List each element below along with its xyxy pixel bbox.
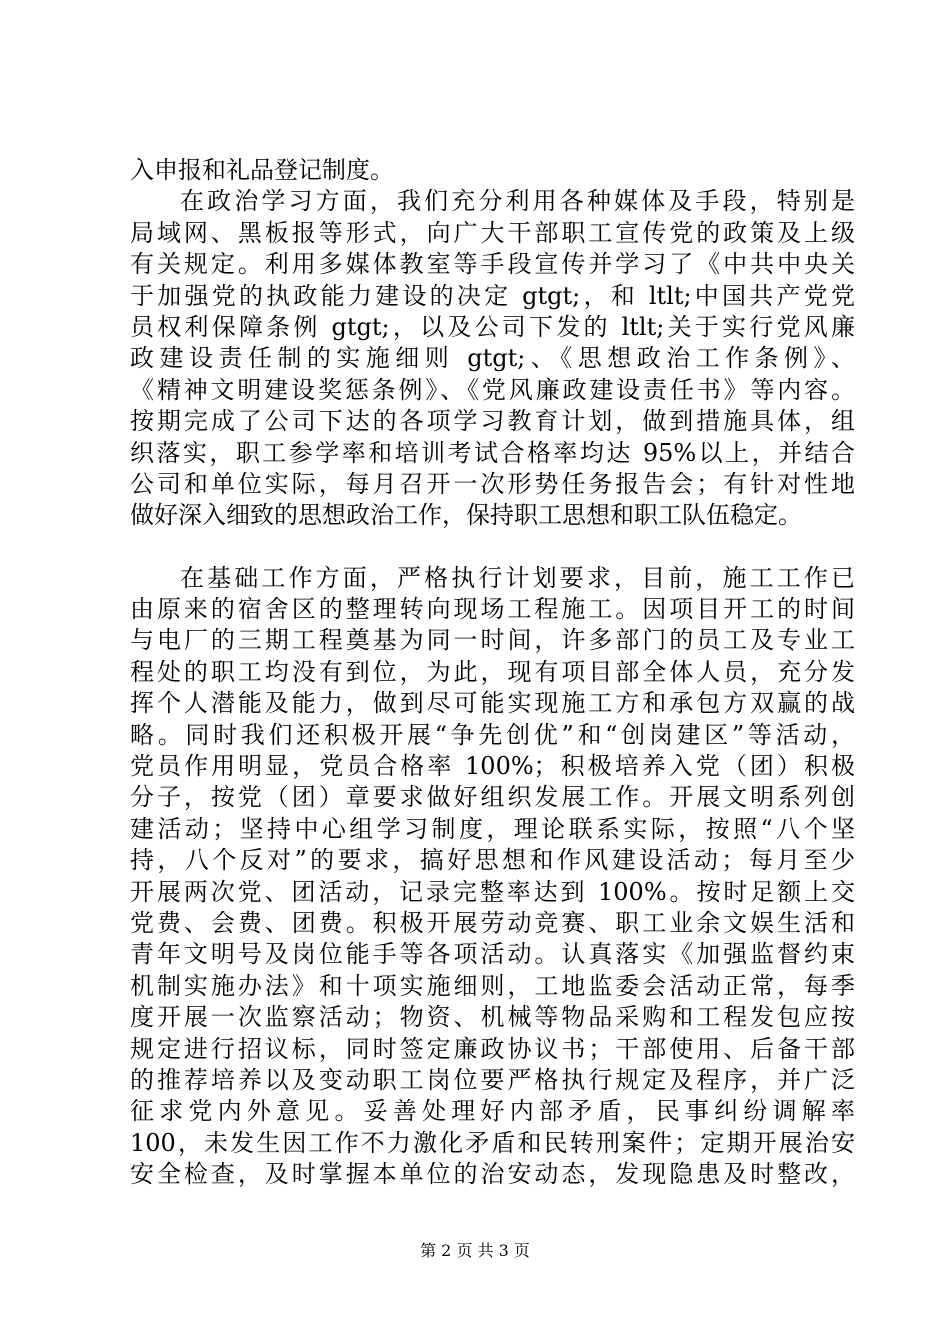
paragraph-2-line-5: 员权利保障条例 gtgt;，以及公司下发的 ltlt;关于实行党风廉 [130,312,855,341]
paragraph-2-line-4: 于加强党的执政能力建设的决定 gtgt;，和 ltlt;中国共产党党 [130,281,855,310]
paragraph-2-line-3: 有关规定。利用多媒体教室等手段宣传并学习了《中共中央关 [130,250,855,279]
paragraph-2-line-7: 《精神文明建设奖惩条例》、《党风廉政建设责任书》等内容。 [130,375,855,404]
paragraph-3-line-4: 程处的职工均没有到位，为此，现有项目部全体人员，充分发 [130,657,855,686]
paragraph-2-line-10: 公司和单位实际，每月召开一次形势任务报告会；有针对性地 [130,469,855,498]
paragraph-3-line-7: 党员作用明显，党员合格率 100%；积极培养入党（团）积极 [130,752,855,781]
paragraph-3-line-11: 开展两次党、团活动，记录完整率达到 100%。按时足额上交 [130,877,855,906]
paragraph-2-line-2: 局域网、黑板报等形式，向广大干部职工宣传党的政策及上级 [130,218,855,247]
paragraph-3-line-14: 机制实施办法》和十项实施细则，工地监委会活动正常，每季 [130,971,855,1000]
paragraph-gap [130,532,855,563]
paragraph-2-line-8: 按期完成了公司下达的各项学习教育计划，做到措施具体，组 [130,407,855,436]
paragraph-3-line-12: 党费、会费、团费。积极开展劳动竞赛、职工业余文娱生活和 [130,908,855,937]
paragraph-3-line-10: 持，八个反对”的要求，搞好思想和作风建设活动；每月至少 [130,846,855,875]
document-body [130,155,855,1191]
paragraph-3-line-8: 分子，按党（团）章要求做好组织发展工作。开展文明系列创 [130,783,855,812]
paragraph-3-line-19: 100，未发生因工作不力激化矛盾和民转刑案件；定期开展治安 [130,1128,855,1157]
paragraph-3-line-1: 在基础工作方面，严格执行计划要求，目前，施工工作已 [180,563,855,592]
paragraph-2-line-1: 在政治学习方面，我们充分利用各种媒体及手段，特别是 [180,187,855,216]
paragraph-3-line-13: 青年文明号及岗位能手等各项活动。认真落实《加强监督约束 [130,940,855,969]
paragraph-3-line-18: 征求党内外意见。妥善处理好内部矛盾，民事纠纷调解率 [130,1097,855,1126]
paragraph-3-line-9: 建活动；坚持中心组学习制度，理论联系实际，按照“八个坚 [130,814,855,843]
paragraph-2-line-9: 织落实，职工参学率和培训考试合格率均达 95%以上，并结合 [130,438,855,467]
paragraph-1-line-1: 入申报和礼品登记制度。 [130,156,394,184]
page-number-footer: 第 2 页 共 3 页 [420,1241,530,1260]
paragraph-3-line-20: 安全检查，及时掌握本单位的治安动态，发现隐患及时整改， [130,1160,855,1189]
paragraph-3-line-3: 与电厂的三期工程奠基为同一时间，许多部门的员工及专业工 [130,626,855,655]
paragraph-3-line-5: 挥个人潜能及能力，做到尽可能实现施工方和承包方双赢的战 [130,689,855,718]
paragraph-3-line-15: 度开展一次监察活动；物资、机械等物品采购和工程发包应按 [130,1003,855,1032]
paragraph-3-line-6: 略。同时我们还积极开展“争先创优”和“创岗建区”等活动， [130,720,855,749]
paragraph-3-line-16: 规定进行招议标，同时签定廉政协议书；干部使用、后备干部 [130,1034,855,1063]
paragraph-2-line-6: 政建设责任制的实施细则 gtgt;、《思想政治工作条例》、 [130,344,855,373]
paragraph-3-line-2: 由原来的宿舍区的整理转向现场工程施工。因项目开工的时间 [130,595,855,624]
paragraph-2-line-11: 做好深入细致的思想政治工作，保持职工思想和职工队伍稳定。 [130,501,802,530]
paragraph-3-line-17: 的推荐培养以及变动职工岗位要严格执行规定及程序，并广泛 [130,1065,855,1094]
